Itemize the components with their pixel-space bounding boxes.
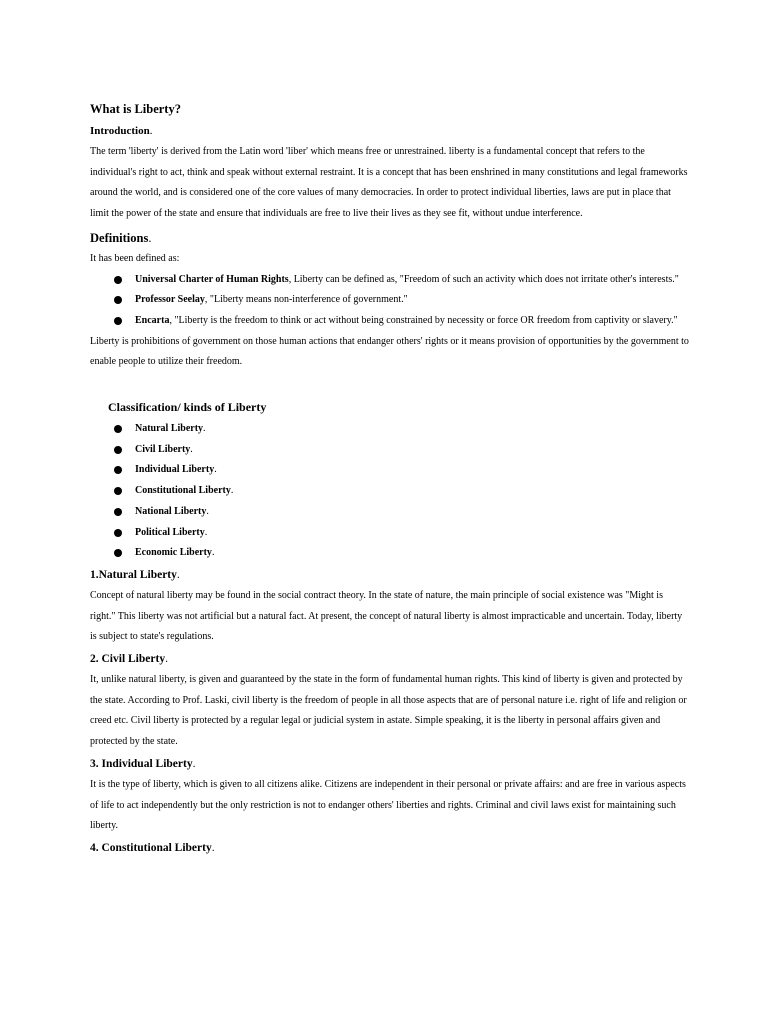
bullet-icon <box>114 276 122 284</box>
bullet-icon <box>114 446 122 454</box>
section-heading-constitutional: 4. Constitutional Liberty. <box>90 841 215 854</box>
section-text-natural: Concept of natural liberty may be found in the social contract theory. In the state of nature, the main principle of social existence was "Might is right." This liberty was not artificial but a natural fact. At present, the concept of natural liberty is almost impracticable and uncertain. Today, liberty is subject to state's regulations. <box>90 589 683 643</box>
page-title: What is Liberty? <box>90 102 181 116</box>
bullet-icon <box>114 425 122 433</box>
intro-heading: Introduction. <box>90 125 153 137</box>
section-text-individual: It is the type of liberty, which is given to all citizens alike. Citizens are independent in their personal or private affairs: and are free in various aspects of life to act independently but the only restriction is not to endanger others' liberties and rights. Criminal and civil laws exist for maintaining such liberty. <box>90 778 686 832</box>
bullet-icon <box>114 508 122 516</box>
section-heading-civil: 2. Civil Liberty. <box>90 653 168 666</box>
list-item: National Liberty. <box>90 502 690 523</box>
list-item: Individual Liberty. <box>90 460 690 481</box>
definitions-heading: Definitions. <box>90 230 152 245</box>
section-heading-natural: 1.Natural Liberty. <box>90 568 180 581</box>
classification-list <box>90 419 690 564</box>
definitions-list <box>90 270 690 332</box>
definitions-closing: Liberty is prohibitions of government on those human actions that endanger others' rights or it means provision of opportunities by the government to enable people to utilize their freedom. <box>90 335 689 368</box>
bullet-icon <box>114 549 122 557</box>
section-text-civil: It, unlike natural liberty, is given and guaranteed by the state in the form of fundamental human rights. This kind of liberty is given and protected by the state. According to Prof. Laski, civil liberty is the freedom of people in all those aspects that are of personal nature i.e. right of life and religion or creed etc. Civil liberty is protected by a regular legal or judicial system in astate. Simple speaking, it is the liberty in personal affairs given and protected by the state. <box>90 674 687 748</box>
bullet-icon <box>114 466 122 474</box>
list-item: Universal Charter of Human Rights, Liberty can be defined as, "Freedom of such an activity which does not irritate other's interests." <box>90 270 690 291</box>
definitions-lead: It has been defined as: <box>90 252 180 264</box>
list-item: Encarta, "Liberty is the freedom to think or act without being constrained by necessity or force OR freedom from captivity or slavery." <box>90 311 690 332</box>
list-item: Natural Liberty. <box>90 419 690 440</box>
list-item: Civil Liberty. <box>90 440 690 461</box>
list-item: Professor Seelay, "Liberty means non-interference of government." <box>90 290 690 311</box>
document-body <box>90 98 690 859</box>
classification-heading: Classification/ kinds of Liberty <box>108 400 267 415</box>
bullet-icon <box>114 529 122 537</box>
list-item: Economic Liberty. <box>90 543 690 564</box>
bullet-icon <box>114 317 122 325</box>
section-heading-individual: 3. Individual Liberty. <box>90 757 196 770</box>
list-item: Political Liberty. <box>90 523 690 544</box>
intro-text: The term 'liberty' is derived from the Latin word 'liber' which means free or unrestrained. liberty is a fundamental concept that refers to the individual's right to act, think and speak without external restraint. It is a concept that has been enshrined in many constitutions and legal frameworks around the world, and is considered one of the core values of many democracies. In order to protect individual liberties, laws are put in place that limit the power of the state and ensure that individuals are free to live their lives as they see fit, without undue interference. <box>90 146 688 220</box>
bullet-icon <box>114 296 122 304</box>
list-item: Constitutional Liberty. <box>90 481 690 502</box>
bullet-icon <box>114 487 122 495</box>
